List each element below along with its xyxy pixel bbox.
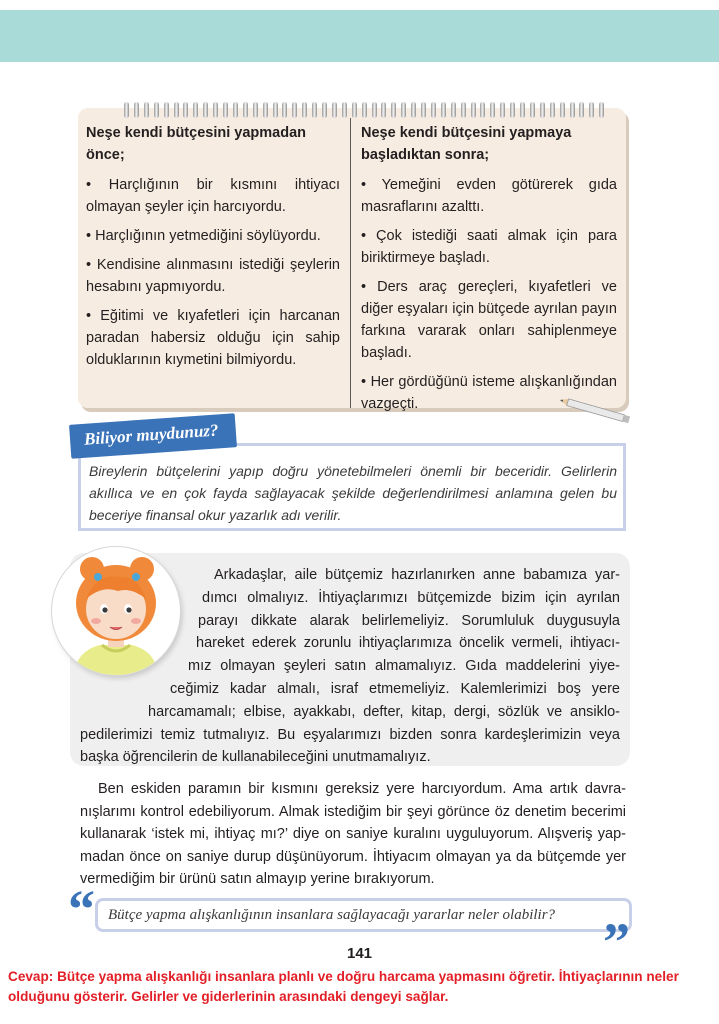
body-line: madan önce on saniye durup düşünüyorum. İhtiyacım olmayan ya da bütçemde yer xyxy=(80,848,626,865)
spiral-ring xyxy=(500,102,505,118)
speech-line: mız olmayan şeyleri satın almamalıyız. Gıda maddelerini yiye- xyxy=(188,658,620,675)
speech-line: başka öğrencilerin de kullanabileceğini unutmamalıyız. xyxy=(80,749,431,766)
spiral-ring xyxy=(530,102,535,118)
spiral-ring xyxy=(471,102,476,118)
body-line: vermediğim bir ürünü satın almayıp yerine bırakıyorum. xyxy=(80,871,435,888)
spiral-ring xyxy=(282,102,287,118)
speech-line: dımcı olmalıyız. İhtiyaçlarımızı bütçemizde bizim için ayrılan xyxy=(202,589,620,606)
close-quote-icon: ” xyxy=(603,912,630,972)
before-item: • Eğitimi ve kıyafetleri için harcanan paradan habersiz olduğu için sahip olduklarının kıymetini bilmiyordu. xyxy=(86,308,340,368)
spiral-ring xyxy=(342,102,347,118)
before-budget-column xyxy=(86,122,340,378)
did-you-know-box xyxy=(78,443,626,531)
spiral-ring xyxy=(381,102,386,118)
spiral-ring xyxy=(183,102,188,118)
spiral-ring xyxy=(441,102,446,118)
spiral-ring xyxy=(510,102,515,118)
answer-text: Cevap: Bütçe yapma alışkanlığı insanlara planlı ve doğru harcama yapmasını öğretir. İhtiyaçlarının neler olduğunu gösterir. Gelirler ve giderlerinin arasındaki dengeyi sağlar. xyxy=(8,969,679,1004)
spiral-ring xyxy=(570,102,575,118)
before-item: • Harçlığının yetmediğini söylüyordu. xyxy=(86,228,321,244)
after-budget-column xyxy=(361,122,617,422)
spiral-ring xyxy=(401,102,406,118)
spiral-ring xyxy=(124,102,129,118)
spiral-ring xyxy=(391,102,396,118)
spiral-ring xyxy=(154,102,159,118)
spiral-ring xyxy=(480,102,485,118)
before-item: • Harçlığının bir kısmını ihtiyacı olmayan şeyler için harcıyordu. xyxy=(86,177,340,215)
spiral-ring xyxy=(302,102,307,118)
spiral-ring xyxy=(372,102,377,118)
before-item: • Kendisine alınmasını istediği şeylerin hesabını yapmıyordu. xyxy=(86,257,340,295)
page-number: 141 xyxy=(346,945,373,962)
spiral-ring xyxy=(451,102,456,118)
speech-line: hareket ederek zorunlu ihtiyaçlarımıza öncelik vermeli, ihtiyacı- xyxy=(196,635,620,652)
spiral-ring xyxy=(579,102,584,118)
spiral-ring xyxy=(599,102,604,118)
spiral-ring xyxy=(253,102,258,118)
body-paragraph xyxy=(80,778,626,891)
spiral-ring xyxy=(332,102,337,118)
spiral-ring xyxy=(362,102,367,118)
after-budget-heading: Neşe kendi bütçesini yapmaya başladıktan sonra; xyxy=(361,125,572,163)
after-item: • Yemeğini evden götürerek gıda masraflarını azalttı. xyxy=(361,177,617,215)
spiral-ring xyxy=(461,102,466,118)
spiral-ring xyxy=(233,102,238,118)
open-quote-icon: “ xyxy=(68,879,95,939)
spiral-ring xyxy=(273,102,278,118)
spiral-ring xyxy=(213,102,218,118)
speech-line: harcamamalı; elbise, ayakkabı, defter, kitap, dergi, sözlük ve ansiklo- xyxy=(148,703,620,720)
spiral-ring xyxy=(203,102,208,118)
speech-line: ceğimiz kadar almalı, israf etmemeliyiz. Kalemlerimizi boş yere xyxy=(170,680,620,697)
spiral-ring xyxy=(589,102,594,118)
speech-line: pedilerimizi temiz tutmalıyız. Bu eşyalarımızı bizden sonra kardeşlerimizin veya xyxy=(80,726,620,743)
spiral-ring xyxy=(520,102,525,118)
spiral-ring xyxy=(312,102,317,118)
after-item: • Çok istediği saati almak için para biriktirmeye başladı. xyxy=(361,228,617,266)
body-line: nışlarımı kontrol edebiliyorum. Almak istediğim bir şeyi görünce öz denetim becerimi xyxy=(80,803,626,820)
spiral-ring xyxy=(193,102,198,118)
spiral-ring xyxy=(352,102,357,118)
question-box xyxy=(95,898,632,932)
spiral-ring xyxy=(560,102,565,118)
speech-line: Arkadaşlar, aile bütçemiz hazırlanırken anne babamıza yar- xyxy=(214,567,620,583)
header-band xyxy=(0,10,719,62)
spiral-ring xyxy=(144,102,149,118)
spiral-ring xyxy=(411,102,416,118)
spiral-ring xyxy=(322,102,327,118)
did-you-know-text: Bireylerin bütçelerini yapıp doğru yönetebilmeleri önemli bir beceridir. Gelirlerin akıllıca ve en çok fayda sağlayacak şekilde değerlendirilmesi anlamına gelen bu beceriye finansal okur yazarlık adı verilir. xyxy=(89,463,617,523)
after-item: • Her gördüğünü isteme alışkanlığından vazgeçti. xyxy=(361,374,617,412)
spiral-ring xyxy=(223,102,228,118)
spiral-ring xyxy=(421,102,426,118)
spiral-ring xyxy=(431,102,436,118)
spiral-ring xyxy=(243,102,248,118)
question-text: Bütçe yapma alışkanlığının insanlara sağlayacağı yararlar neler olabilir? xyxy=(108,907,556,923)
spiral-ring xyxy=(550,102,555,118)
before-budget-heading: Neşe kendi bütçesini yapmadan önce; xyxy=(86,125,306,163)
spiral-ring xyxy=(292,102,297,118)
notebook-divider xyxy=(350,118,351,408)
spiral-ring xyxy=(174,102,179,118)
spiral-ring xyxy=(490,102,495,118)
spiral-ring xyxy=(540,102,545,118)
body-line: Ben eskiden paramın bir kısmını gereksiz yere harcıyordum. Ama artık davra- xyxy=(98,781,626,797)
spiral-ring xyxy=(134,102,139,118)
after-item: • Ders araç gereçleri, kıyafetleri ve diğer eşyaları için bütçede ayrılan payın farkına vararak onları sahiplenmeye başladı. xyxy=(361,279,617,361)
speech-line: parayı dikkate alarak belirlemeliyiz. Sorumluluk duygusuyla xyxy=(198,612,620,629)
did-you-know-title: Biliyor muydunuz? xyxy=(83,420,220,449)
body-line: kullanarak ‘istek mi, ihtiyaç mı?’ diye on saniye kuralını uyguluyorum. Alışveriş yap- xyxy=(80,826,626,843)
spiral-ring xyxy=(263,102,268,118)
spiral-ring xyxy=(164,102,169,118)
girl-avatar xyxy=(52,547,180,675)
